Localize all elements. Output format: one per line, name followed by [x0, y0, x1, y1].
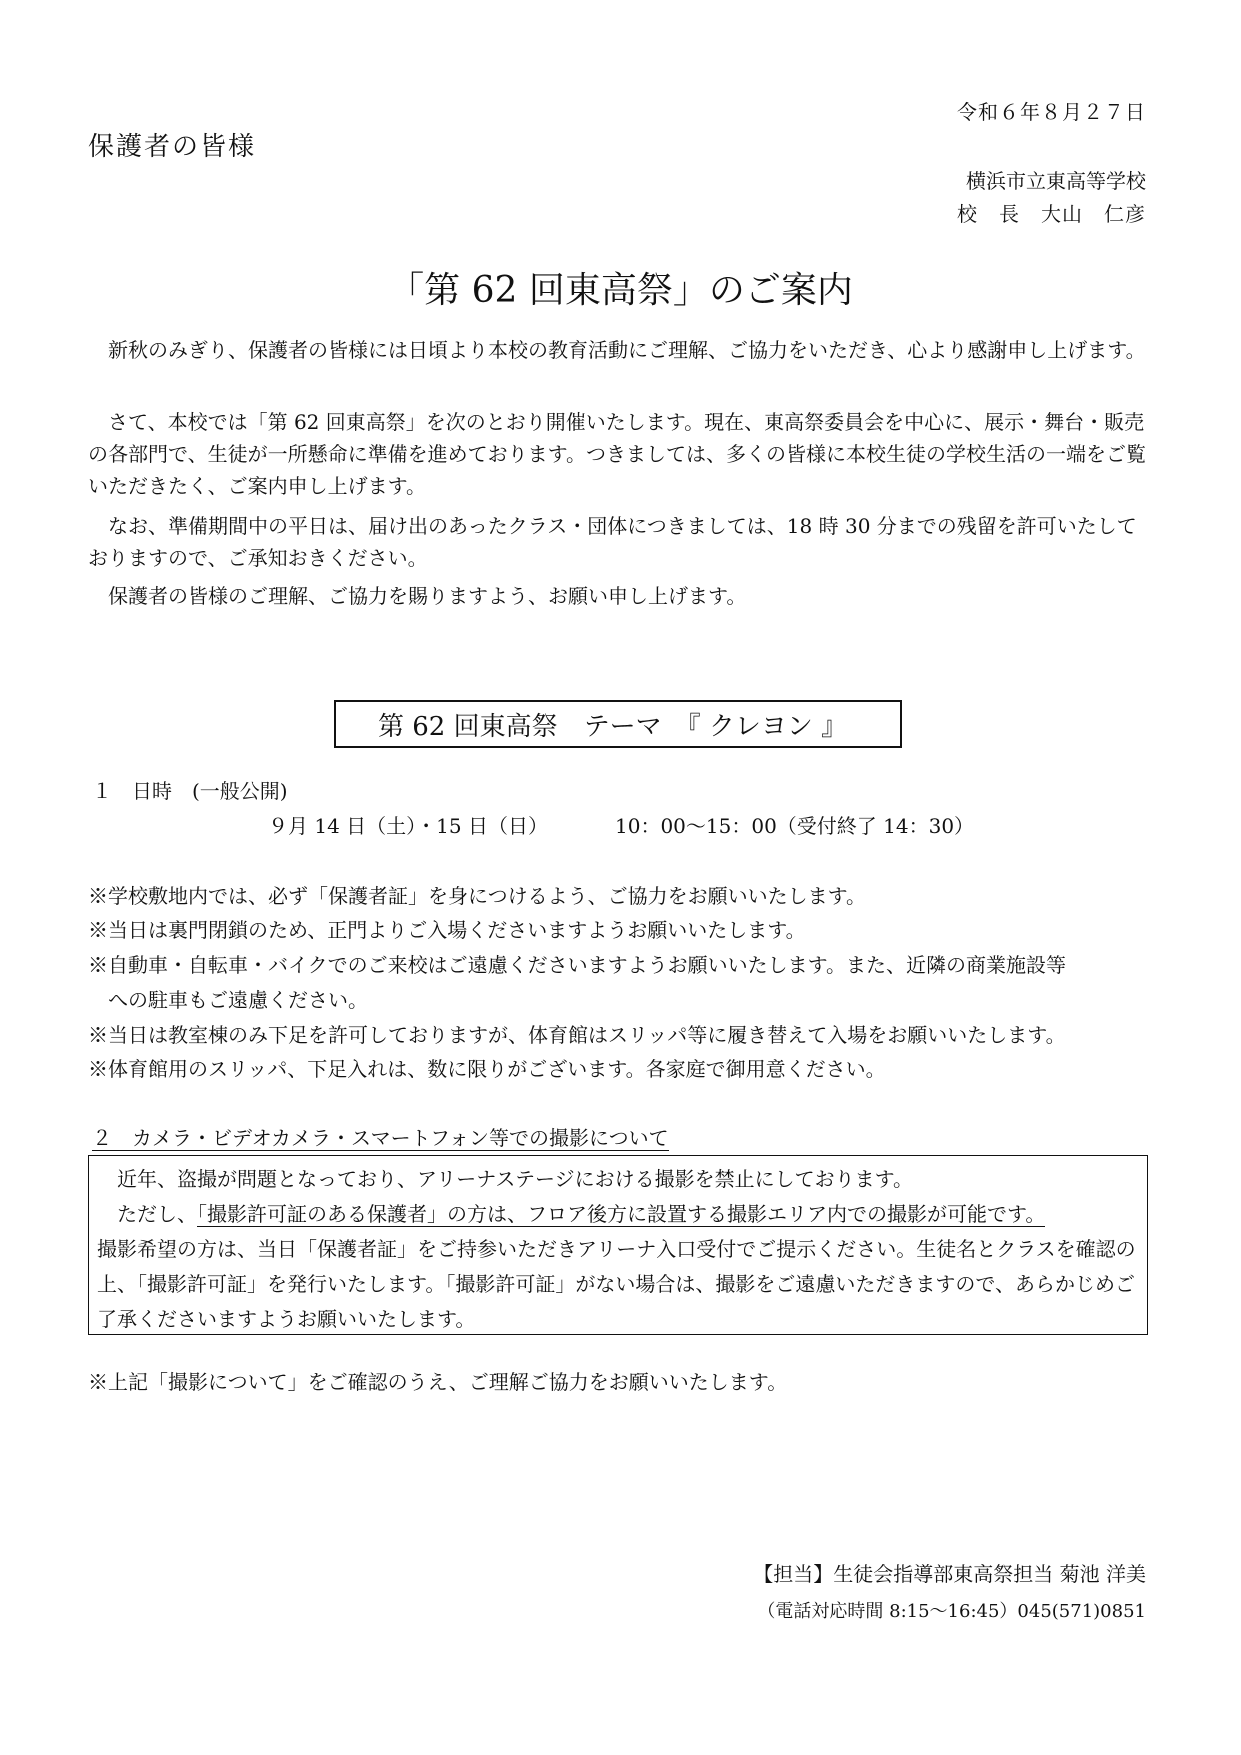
recipient-salutation: 保護者の皆様 [88, 132, 257, 162]
photo-box-line-2 [97, 1197, 1139, 1232]
note-2: ※当日は裏門閉鎖のため、正門よりご入場くださいますようお願いいたします。 [88, 918, 806, 942]
photo-box-line-2-prefix: ただし、 [117, 1202, 197, 1226]
principal-name: 校 長 大山 仁彦 [957, 202, 1146, 226]
note-1: ※学校敷地内では、必ず「保護者証」を身につけるよう、ご協力をお願いいたします。 [88, 884, 866, 908]
photo-permit-underlined: 「撮影許可証のある保護者」の方は、フロア後方に設置する撮影エリア内での撮影が可能です。 [197, 1202, 1046, 1226]
section2-heading [92, 1122, 669, 1151]
section2-heading-text: ２ カメラ・ビデオカメラ・スマートフォン等での撮影について [92, 1126, 669, 1150]
school-name: 横浜市立東高等学校 [966, 169, 1146, 193]
note-3-continued: への駐車もご遠慮ください。 [108, 988, 368, 1012]
event-dates: ９月 14 日（土）・15 日（日） [268, 814, 548, 838]
photography-notice-box [88, 1155, 1148, 1335]
photo-box-details: 撮影希望の方は、当日「保護者証」をご持参いただきアリーナ入口受付でご提示ください。生徒名とクラスを確認の上、「撮影許可証」を発行いたします。「撮影許可証」がない場合は、撮影をご遠慮いただきますので、あらかじめご了承くださいますようお願いいたします。 [97, 1237, 1136, 1331]
document-date: 令和６年８月２７日 [957, 100, 1146, 124]
intro-paragraph-2: さて、本校では「第 62 回東高祭」を次のとおり開催いたします。現在、東高祭委員会を中心に、展示・舞台・販売の各部門で、生徒が一所懸命に準備を進めております。つきましては、多くの皆様に本校生徒の学校生活の一端をご覧いただきたく、ご案内申し上げます。 [88, 410, 1146, 498]
note-3: ※自動車・自転車・バイクでのご来校はご遠慮くださいますようお願いいたします。また、近隣の商業施設等 [88, 953, 1066, 977]
contact-person: 【担当】生徒会指導部東高祭担当 菊池 洋美 [753, 1562, 1146, 1586]
intro-paragraph-1: 新秋のみぎり、保護者の皆様には日頃より本校の教育活動にご理解、ご協力をいただき、心より感謝申し上げます。 [108, 338, 1146, 362]
contact-phone: （電話対応時間 8:15～16:45）045(571)0851 [757, 1601, 1146, 1622]
intro-paragraph-3: なお、準備期間中の平日は、届け出のあったクラス・団体につきましては、18 時 30 分までの残留を許可いたしておりますので、ご承知おきください。 [88, 514, 1137, 570]
theme-box [334, 700, 902, 748]
note-5: ※体育館用のスリッパ、下足入れは、数に限りがございます。各家庭で御用意ください。 [88, 1057, 886, 1081]
section1-heading: １ 日時 (一般公開) [92, 779, 288, 803]
note-4: ※当日は教室棟のみ下足を許可しておりますが、体育館はスリッパ等に履き替えて入場をお願いいたします。 [88, 1023, 1066, 1047]
event-time: 10：00～15：00（受付終了 14：30） [615, 814, 975, 838]
document-title: 「第 62 回東高祭」のご案内 [388, 270, 853, 311]
theme-text: 第 62 回東高祭 テーマ 『 クレヨン 』 [378, 711, 848, 742]
intro-paragraph-4: 保護者の皆様のご理解、ご協力を賜りますよう、お願い申し上げます。 [108, 584, 747, 608]
closing-note: ※上記「撮影について」をご確認のうえ、ご理解ご協力をお願いいたします。 [88, 1370, 788, 1394]
photo-box-line-1: 近年、盗撮が問題となっており、アリーナステージにおける撮影を禁止にしております。 [117, 1167, 913, 1191]
